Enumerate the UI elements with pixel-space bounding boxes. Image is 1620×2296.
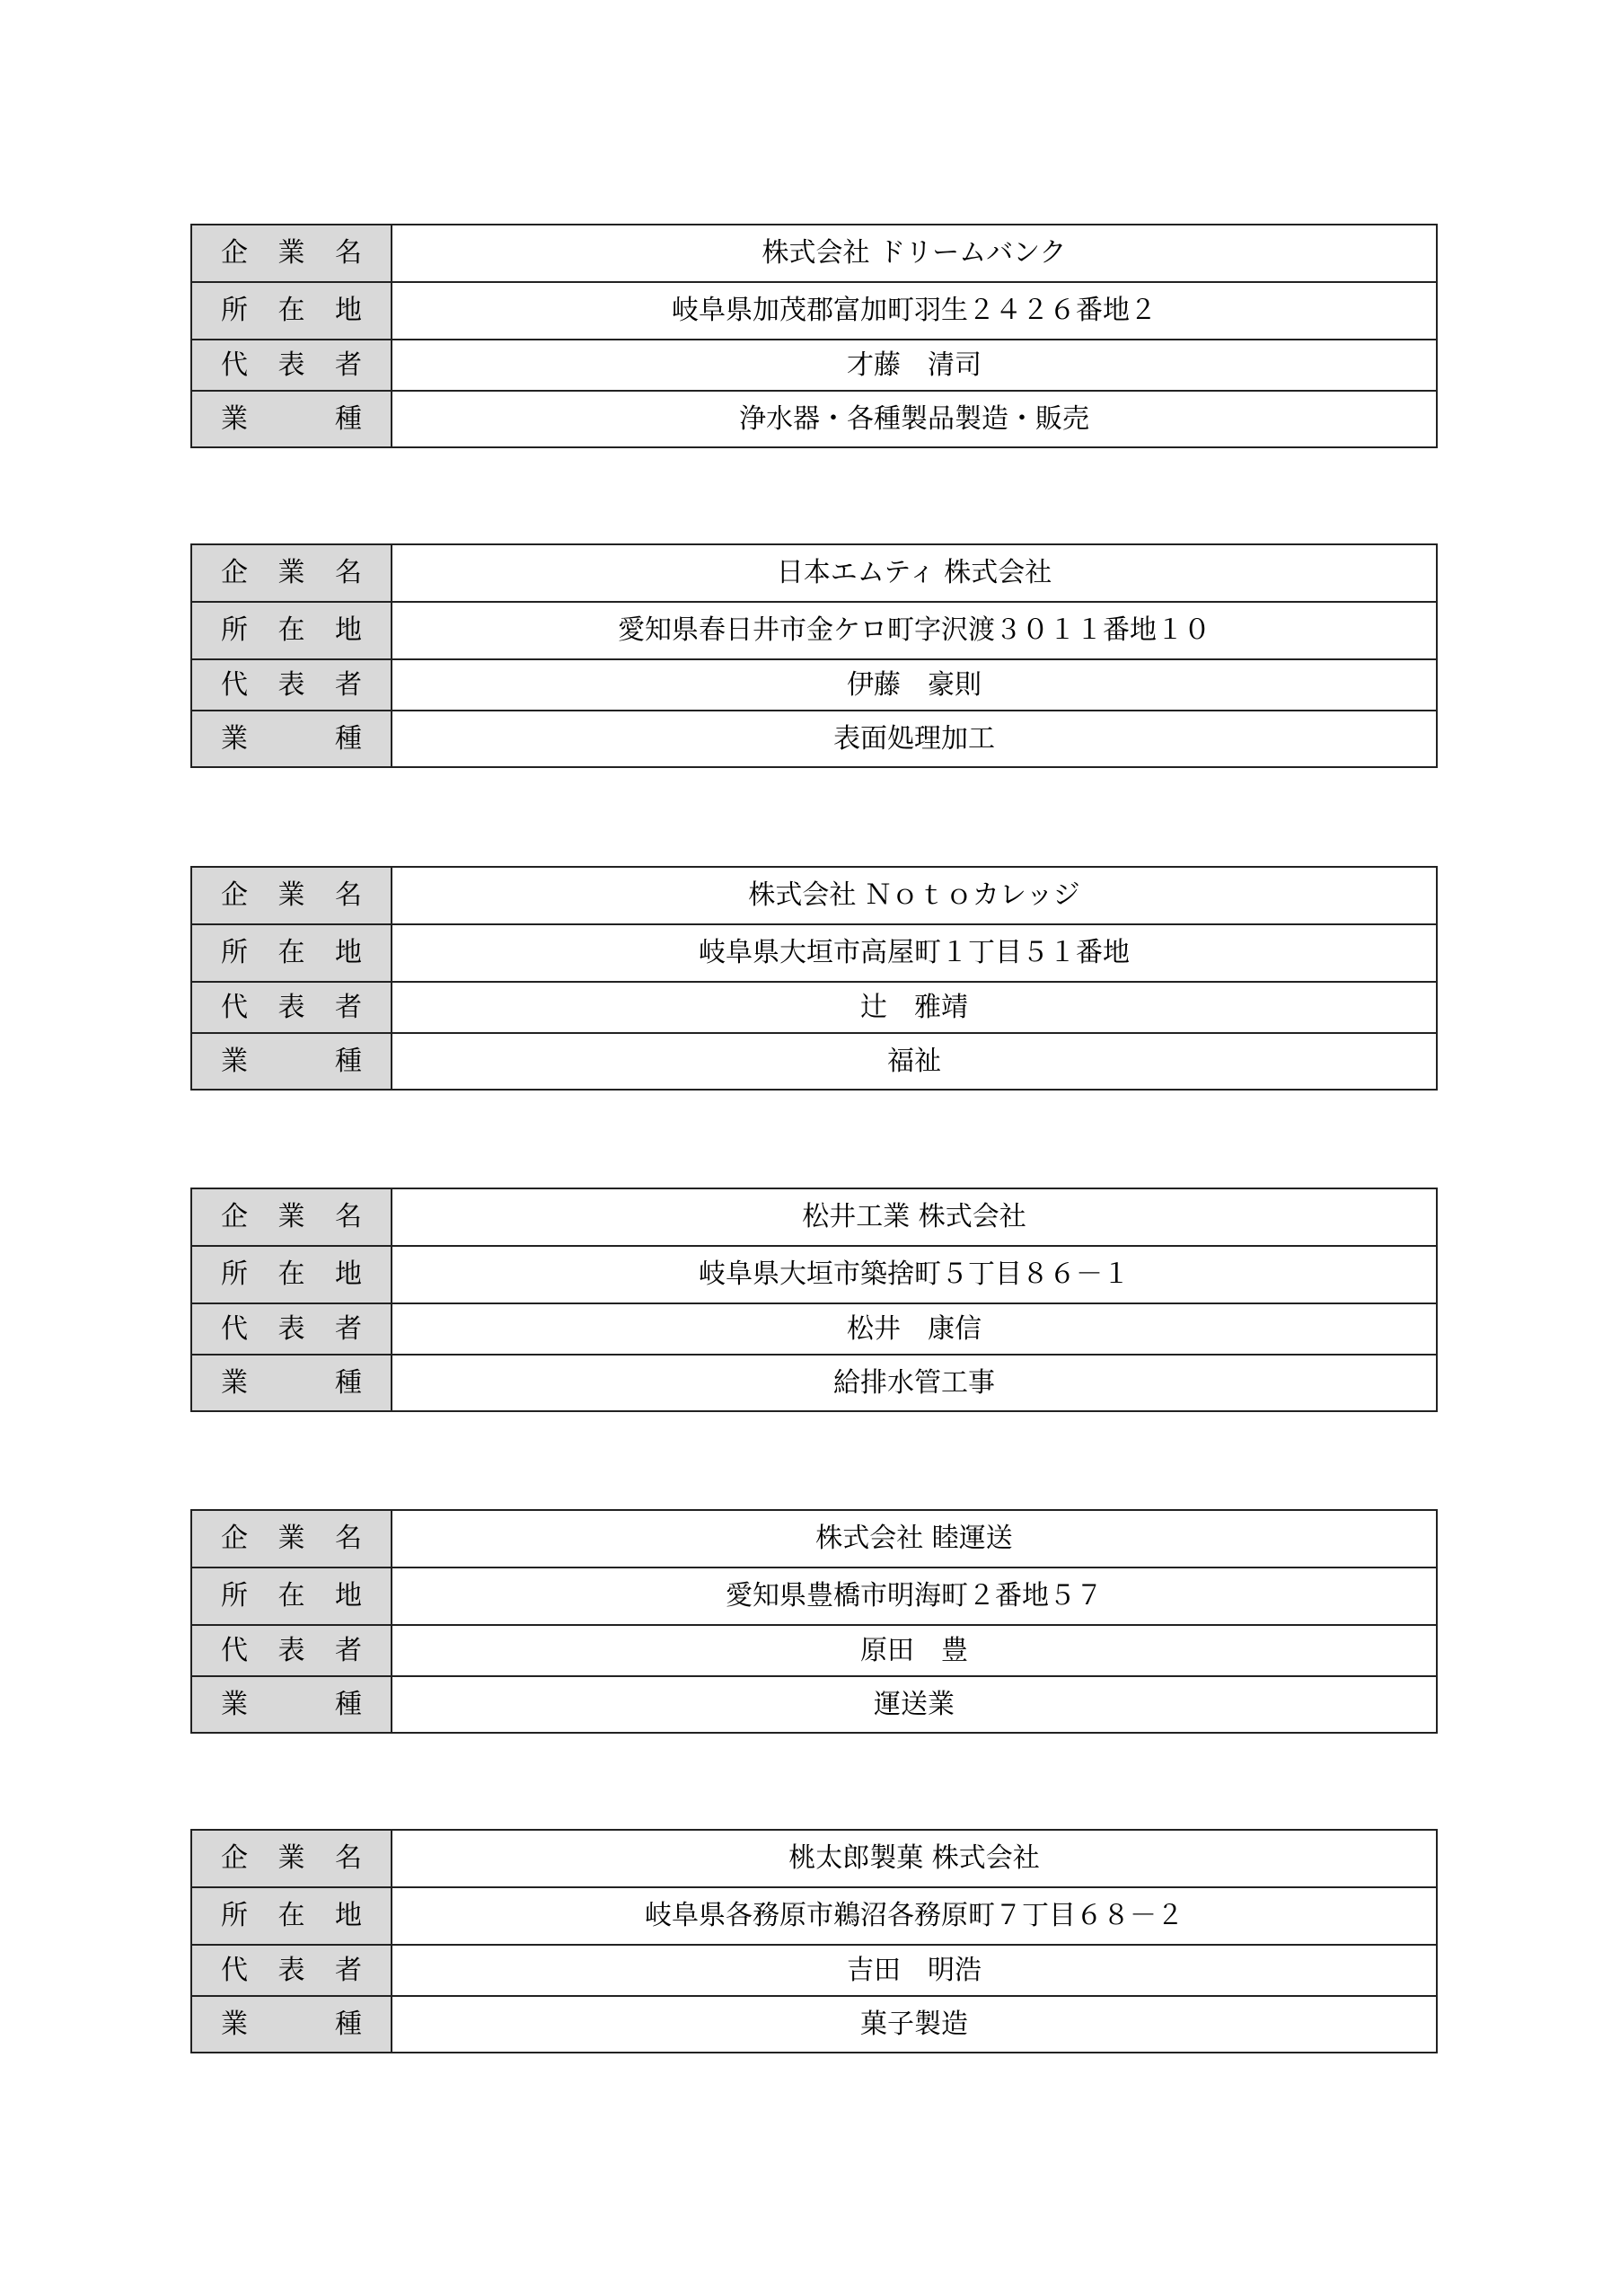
representative-value: 吉田 明浩	[392, 1945, 1437, 1996]
label-location: 所 在 地	[191, 1567, 392, 1625]
company-name-value: 株式会社 Ｎｏｔｏカレッジ	[392, 867, 1437, 924]
label-industry: 業 種	[191, 1676, 392, 1733]
company-name-value: 株式会社 睦運送	[392, 1510, 1437, 1567]
row-company-name	[191, 1188, 1437, 1246]
row-company-name	[191, 1510, 1437, 1567]
label-representative: 代 表 者	[191, 1303, 392, 1355]
row-location	[191, 1567, 1437, 1625]
company-name-value: 松井工業 株式会社	[392, 1188, 1437, 1246]
label-location: 所 在 地	[191, 1246, 392, 1303]
address-value: 岐阜県各務原市鵜沼各務原町７丁目６８－２	[392, 1887, 1437, 1945]
label-company-name: 企 業 名	[191, 544, 392, 602]
company-name-value: 株式会社 ドリームバンク	[392, 225, 1437, 282]
row-location	[191, 924, 1437, 982]
label-representative: 代 表 者	[191, 1945, 392, 1996]
row-location	[191, 1246, 1437, 1303]
industry-value: 浄水器・各種製品製造・販売	[392, 391, 1437, 447]
row-representative	[191, 659, 1437, 711]
label-company-name: 企 業 名	[191, 867, 392, 924]
industry-value: 運送業	[392, 1676, 1437, 1733]
row-industry	[191, 711, 1437, 767]
company-table-3	[190, 866, 1438, 1091]
company-name-value: 桃太郎製菓 株式会社	[392, 1830, 1437, 1887]
row-location	[191, 1887, 1437, 1945]
address-value: 岐阜県大垣市築捨町５丁目８６－１	[392, 1246, 1437, 1303]
row-representative	[191, 1945, 1437, 1996]
industry-value: 福祉	[392, 1033, 1437, 1090]
label-industry: 業 種	[191, 1996, 392, 2053]
representative-value: 松井 康信	[392, 1303, 1437, 1355]
row-industry	[191, 1355, 1437, 1411]
industry-value: 菓子製造	[392, 1996, 1437, 2053]
label-company-name: 企 業 名	[191, 1830, 392, 1887]
row-company-name	[191, 544, 1437, 602]
row-company-name	[191, 225, 1437, 282]
address-value: 愛知県春日井市金ケロ町字沢渡３０１１番地１０	[392, 602, 1437, 659]
row-representative	[191, 1625, 1437, 1676]
row-industry	[191, 1996, 1437, 2053]
representative-value: 辻 雅靖	[392, 982, 1437, 1033]
representative-value: 才藤 清司	[392, 340, 1437, 391]
row-company-name	[191, 867, 1437, 924]
row-industry	[191, 391, 1437, 447]
row-location	[191, 602, 1437, 659]
label-industry: 業 種	[191, 1355, 392, 1411]
company-table-5	[190, 1509, 1438, 1734]
label-representative: 代 表 者	[191, 982, 392, 1033]
label-company-name: 企 業 名	[191, 225, 392, 282]
company-name-value: 日本エムティ 株式会社	[392, 544, 1437, 602]
company-table-1	[190, 224, 1438, 448]
label-representative: 代 表 者	[191, 1625, 392, 1676]
row-representative	[191, 982, 1437, 1033]
label-industry: 業 種	[191, 1033, 392, 1090]
label-industry: 業 種	[191, 391, 392, 447]
industry-value: 表面処理加工	[392, 711, 1437, 767]
address-value: 愛知県豊橋市明海町２番地５７	[392, 1567, 1437, 1625]
row-representative	[191, 1303, 1437, 1355]
label-representative: 代 表 者	[191, 340, 392, 391]
label-location: 所 在 地	[191, 924, 392, 982]
row-industry	[191, 1676, 1437, 1733]
representative-value: 伊藤 豪則	[392, 659, 1437, 711]
label-location: 所 在 地	[191, 282, 392, 340]
representative-value: 原田 豊	[392, 1625, 1437, 1676]
address-value: 岐阜県大垣市高屋町１丁目５１番地	[392, 924, 1437, 982]
label-location: 所 在 地	[191, 602, 392, 659]
label-industry: 業 種	[191, 711, 392, 767]
row-industry	[191, 1033, 1437, 1090]
label-company-name: 企 業 名	[191, 1510, 392, 1567]
row-representative	[191, 340, 1437, 391]
row-company-name	[191, 1830, 1437, 1887]
label-company-name: 企 業 名	[191, 1188, 392, 1246]
label-location: 所 在 地	[191, 1887, 392, 1945]
row-location	[191, 282, 1437, 340]
company-table-6	[190, 1829, 1438, 2053]
industry-value: 給排水管工事	[392, 1355, 1437, 1411]
address-value: 岐阜県加茂郡富加町羽生２４２６番地２	[392, 282, 1437, 340]
company-table-4	[190, 1188, 1438, 1412]
company-table-2	[190, 543, 1438, 768]
label-representative: 代 表 者	[191, 659, 392, 711]
